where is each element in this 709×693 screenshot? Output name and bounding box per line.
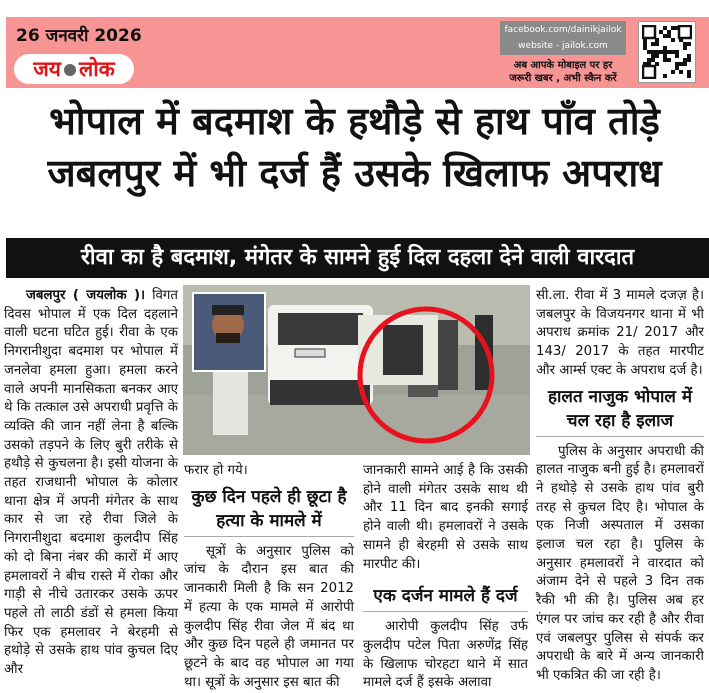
website-link[interactable]: website - jailok.com [518, 41, 608, 51]
article-text: पुलिस के अनुसार अपराधी की हालत नाजुक बनी हुई है। हमलावरों ने हथोड़े से उसके हाथ पांव बुरी तरह से कुचल दिए है। भोपाल के एक निजी अस्पताल में उसका इलाज चल रहा है। पुलिस के अनुसार हमलावरों ने वारदात को अंजाम देने से पहले 3 दिन तक रैकी भी की है। पुलिस अब हर एंगल पर जांच कर रही है और रीवा एवं जबलपुर पुलिस से संपर्क कर अपराधी के बारे में अन्य जानकारी भी एकत्रित की जा रही है। [536, 443, 704, 683]
headline-line-2: जबलपुर में भी दर्ज हैं उसके खिलाफ अपराध [47, 151, 662, 195]
section-subhead: एक दर्जन मामले हैं दर्ज [363, 584, 528, 612]
subheadline-banner: रीवा का है बदमाश, मंगेतर के सामने हुई दिल दहला देने वाली वारदात [6, 238, 709, 278]
article-text: आरोपी कुलदीप सिंह उर्फ कुलदीप पटेल पिता अरुणेंद्र सिंह के खिलाफ चोरहटा थाने में सात मामले दर्ज हैं इसके अलावा [363, 619, 528, 691]
article-text: सूत्रों के अनुसार पुलिस को जांच के दौरान इस बात की जानकारी मिली है कि सन 2012 में हत्या के एक मामले में आरोपी कुलदीप सिंह रीवा जेल में बंद था और कुछ दिन पहले ही जमानत पर छूटने के बाद वह भोपाल आ गया था। सूत्रों के अनुसार इस बात की [184, 543, 354, 690]
scan-prompt [496, 59, 630, 85]
social-links [500, 21, 626, 55]
article-text: विगत दिवस भोपाल में एक दिल दहलाने वाली घटना घटित हुई। रीवा के एक निगरानीशुदा बदमाश पर भोपाल में जनलेवा हमला हुआ। हमला करने वाले अपनी मानसिकता बनकर आए थे कि तत्काल उसे अपराधी प्रवृत्ति के व्यक्ति की जान नहीं लेना है बल्कि उसको तड़पने के लिए बुरी तरीके से हथौड़े से कुचलना है। इसी योजना के तहत राजधानी भोपाल के कोलार थाना क्षेत्र में अपनी मंगेतर के साथ कार से जा रहे रीवा जिले के निगरानीशुदा बदमाश कुलदीप सिंह को दो बिना नंबर की कारों में आए हमलावरों ने बीच रास्ते में रोका और गाड़ी से नीचे उतारकर उसके ऊपर पहले तो लाठी डंडों से हमला किया फिर एक हमलावर ने बेरहमी से हथोड़े से उसके हाथ पांव कुचल दिए और [4, 288, 178, 678]
newspaper-logo: जय लोक [14, 54, 134, 84]
edition-date: 26 जनवरी 2026 [16, 26, 142, 46]
article-text: फरार हो गये। [184, 463, 248, 478]
article-column-3 [363, 462, 528, 693]
headline-line-1: भोपाल में बदमाश के हथौड़े से हाथ पाँव तोड़े [49, 99, 660, 143]
article-column-1 [4, 287, 178, 680]
section-subhead: कुछ दिन पहले ही छूटा है हत्या के मामले में [184, 485, 354, 537]
article-column-2 [184, 462, 354, 692]
facebook-link[interactable]: facebook.com/dainikjailok [504, 25, 622, 35]
news-photo [183, 285, 530, 455]
globe-icon [64, 64, 76, 76]
masthead [6, 17, 709, 88]
article-text: जानकारी सामने आई है कि उसकी होने वाली मंगेतर उसके साथ थी और 11 दिन बाद इनकी सगाई होने वाली थी। हमलावरों ने उसके सामने ही बेरहमी से उसके साथ मारपीट की। [363, 463, 528, 572]
scan-line-1: अब आपके मोबाइल पर हर [513, 60, 613, 71]
qr-code-icon[interactable] [638, 21, 696, 83]
headline [0, 95, 709, 199]
scan-line-2: जरूरी खबर , अभी स्कैन करें [509, 73, 617, 84]
section-subhead: हालत नाजुक भोपाल में चल रहा है इलाज [536, 385, 704, 437]
article-column-4 [536, 287, 704, 686]
article-text: सी.ला. रीवा में 3 मामले दजज़ है। जबलपुर के विजयनगर थाना में भी अपराध क्रमांक 21/ 2017 और 143/ 2017 के तहत मारपीट और आर्म्स एक्ट के अपराध दर्ज है। [536, 288, 704, 378]
dateline: जबलपुर ( जयलोक )। [26, 288, 146, 303]
